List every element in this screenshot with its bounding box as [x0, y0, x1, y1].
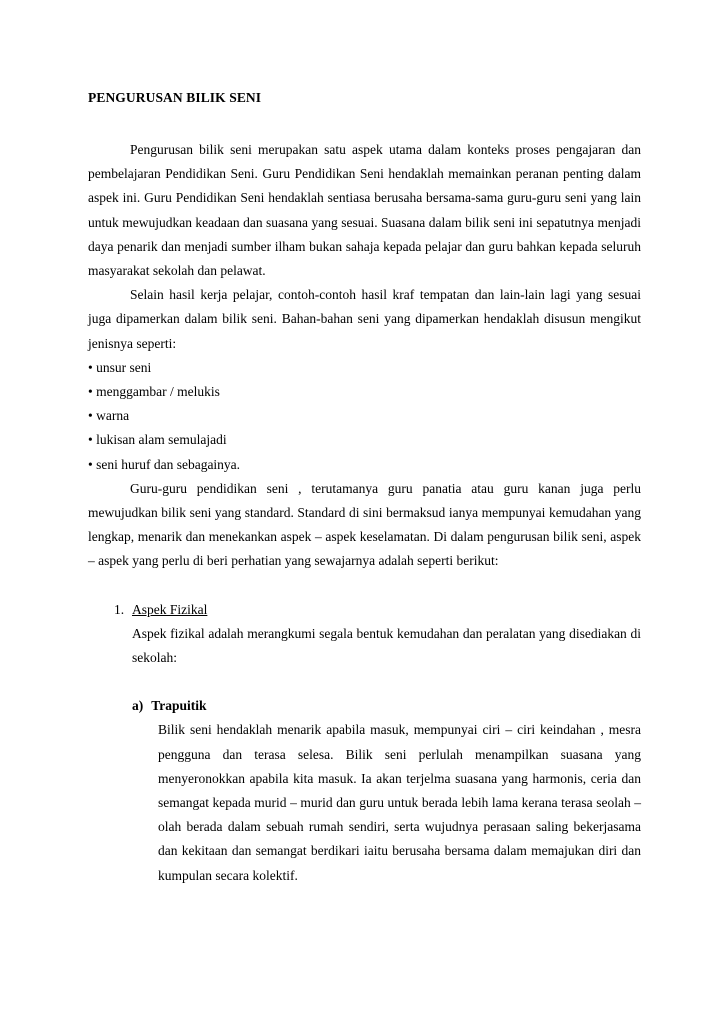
paragraph-intro: Pengurusan bilik seni merupakan satu aspek utama dalam konteks proses pengajaran dan pembelajaran Pendidikan Seni. Guru Pendidikan Seni hendaklah memainkan peranan penting dalam aspek ini. Guru Pendidikan Seni hendaklah sentiasa berusaha bersama-sama guru-guru seni yang lain untuk mewujudkan keadaan dan suasana yang sesuai. Suasana dalam bilik seni ini sepatutnya menjadi daya penarik dan menjadi sumber ilham bukan sahaja kepada pelajar dan guru bahkan kepada seluruh masyarakat sekolah dan pelawat.	[88, 142, 641, 279]
list-item: • seni huruf dan sebagainya.	[88, 456, 241, 472]
subsection-a-body: Bilik seni hendaklah menarik apabila masuk, mempunyai ciri – ciri keindahan , mesra pengguna dan terasa selesa. Bilik seni perlulah menampilkan suasana yang menyeronokkan apabila kita masuk. Ia akan terjelma suasana yang harmonis, ceria dan semangat kepada murid – murid dan guru untuk berada lebih lama kerana terasa seolah – olah berada dalam sebuah rumah sendiri, serta wujudnya perasaan saling bekerjasama dan kekitaan dan semangat berdikari iaitu berusaha bersama dalam memajukan diri dan kumpulan secara kolektif.	[158, 722, 641, 883]
document-body	[88, 138, 641, 888]
list-item: • warna	[88, 408, 130, 424]
paragraph-exhibits: Selain hasil kerja pelajar, contoh-contoh hasil kraf tempatan dan lain-lain lagi yang sesuai juga dipamerkan dalam bilik seni. Bahan-bahan seni yang dipamerkan hendaklah disusun mengikut jenisnya seperti:	[88, 287, 641, 351]
section-heading-1	[88, 598, 641, 622]
document-title: PENGURUSAN BILIK SENI	[88, 90, 262, 105]
subsection-title: Trapuitik	[151, 698, 207, 714]
section-1-body: Aspek fizikal adalah merangkumi segala bentuk kemudahan dan peralatan yang disediakan di sekolah:	[132, 625, 641, 666]
subsection-label: a)	[132, 698, 144, 714]
paragraph-standard: Guru-guru pendidikan seni , terutamanya guru panatia atau guru kanan juga perlu mewujudkan bilik seni yang standard. Standard di sini bermaksud ianya mempunyai kemudahan yang lengkap, menarik dan menekankan aspek – aspek keselamatan. Di dalam pengurusan bilik seni, aspek – aspek yang perlu di beri perhatian yang sewajarnya adalah seperti berikut:	[88, 480, 641, 569]
list-item: • lukisan alam semulajadi	[88, 432, 227, 448]
section-number: 1.	[114, 601, 125, 617]
section-title: Aspek Fizikal	[132, 601, 208, 617]
list-item: • unsur seni	[88, 359, 152, 375]
list-item: • menggambar / melukis	[88, 384, 220, 400]
subsection-heading-a	[88, 694, 641, 718]
bullet-list	[88, 356, 641, 477]
